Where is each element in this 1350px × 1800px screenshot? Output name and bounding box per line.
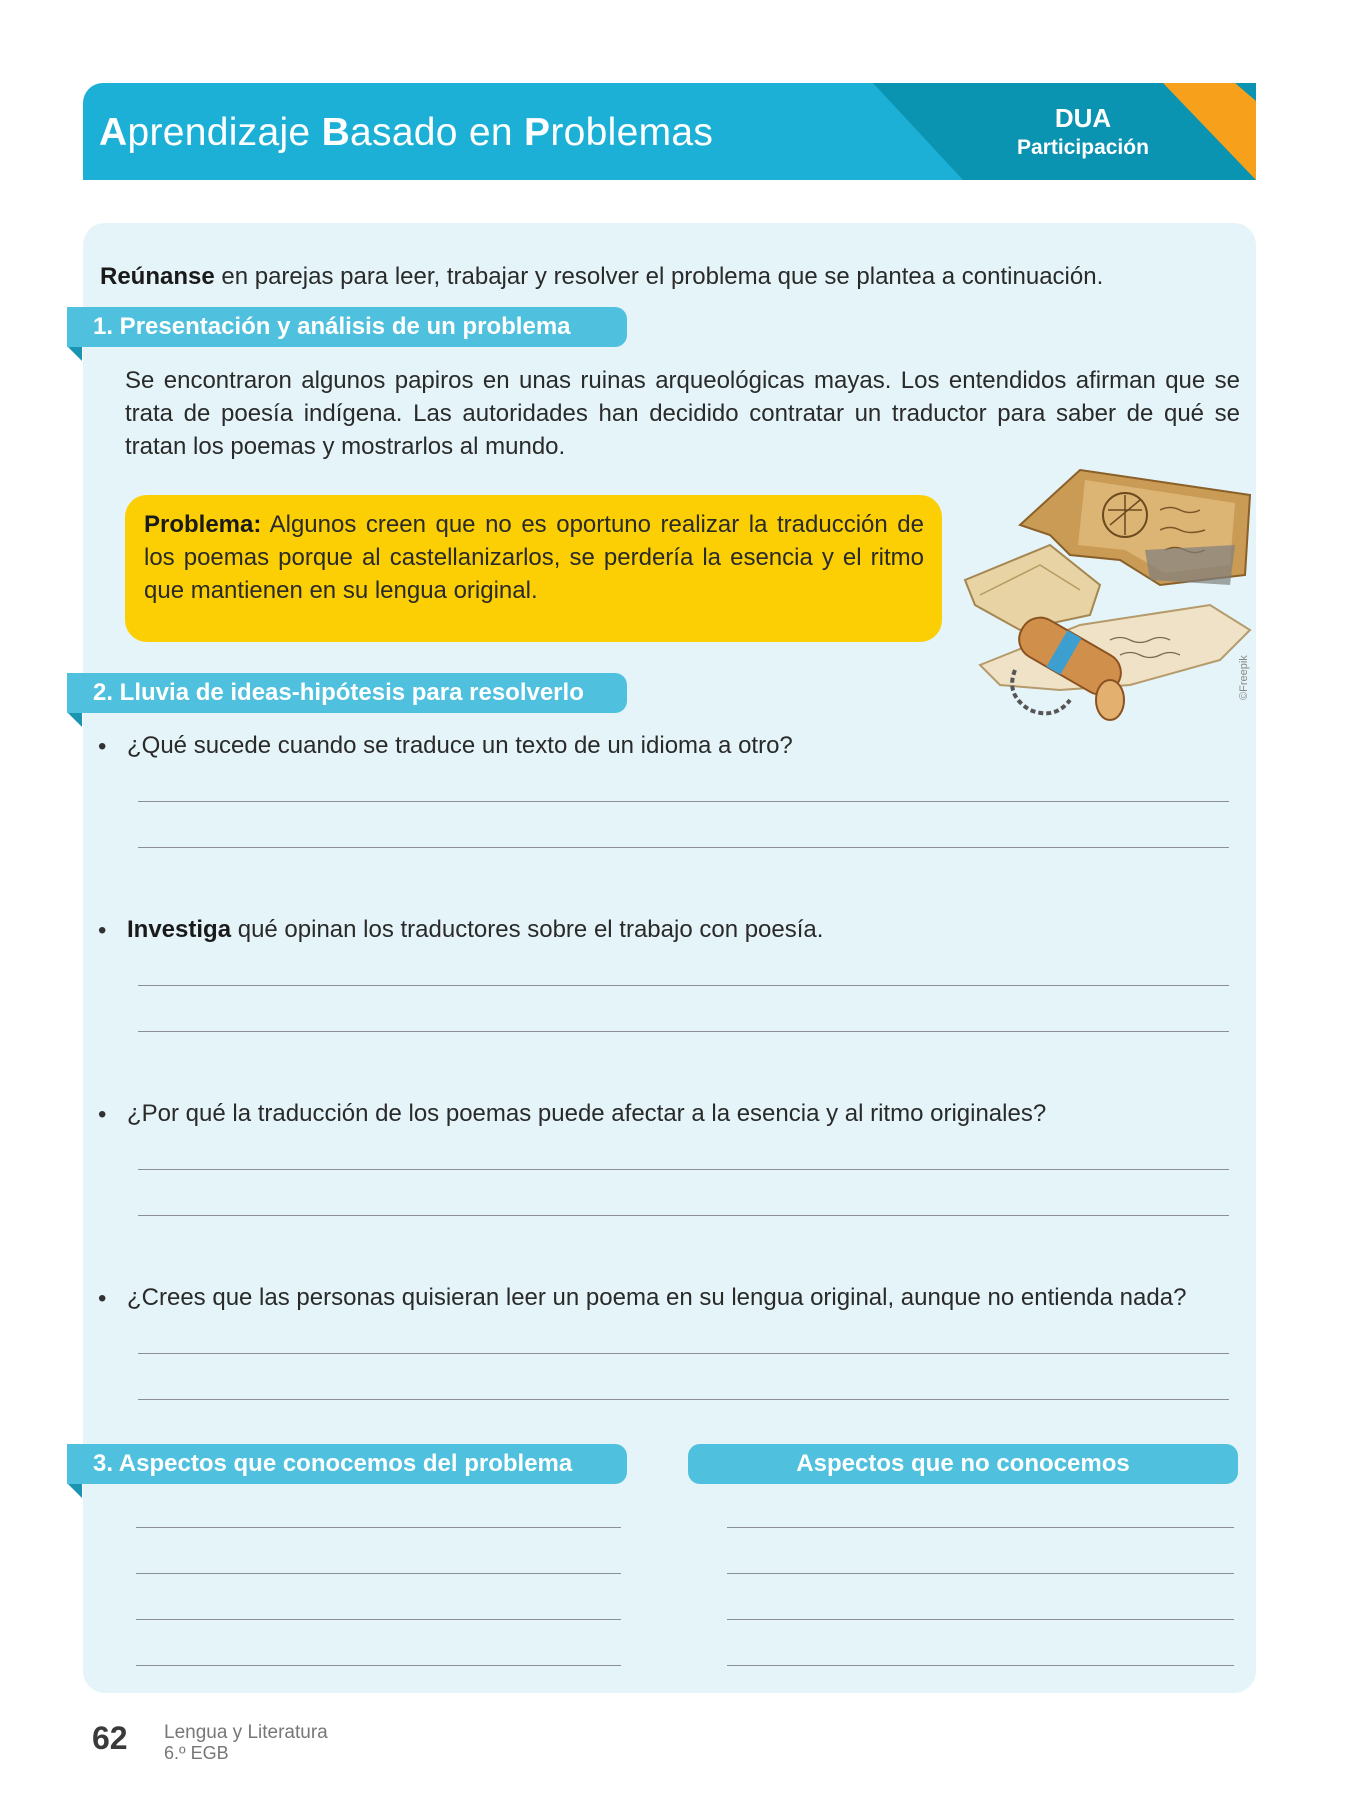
footer-subject: Lengua y Literatura	[164, 1722, 328, 1743]
answer-line[interactable]	[138, 1215, 1229, 1216]
title-initial: A	[99, 111, 128, 154]
known-line[interactable]	[136, 1573, 621, 1574]
known-line[interactable]	[136, 1619, 621, 1620]
answer-line[interactable]	[138, 1353, 1229, 1354]
bullet-marker: •	[98, 733, 107, 760]
known-line[interactable]	[136, 1527, 621, 1528]
page-title	[99, 111, 713, 155]
question-text: ¿Qué sucede cuando se traduce un texto de un idioma a otro?	[127, 732, 793, 759]
answer-line[interactable]	[138, 1399, 1229, 1400]
question-text: ¿Crees que las personas quisieran leer un poema en su lengua original, aunque no entienda nada?	[127, 1284, 1187, 1311]
answer-line[interactable]	[138, 847, 1229, 848]
unknown-line[interactable]	[727, 1619, 1234, 1620]
section3-heading-unknown: Aspectos que no conocemos	[688, 1444, 1238, 1484]
answer-line[interactable]	[138, 1031, 1229, 1032]
page-number: 62	[92, 1720, 128, 1756]
title-part: prendizaje	[127, 111, 322, 154]
image-credit: ©Freepik	[1238, 655, 1250, 700]
section1-heading: 1. Presentación y análisis de un problema	[67, 307, 627, 347]
intro-bold: Reúnanse	[100, 263, 215, 290]
bullet-marker: •	[98, 1285, 107, 1312]
question-4	[127, 1281, 1227, 1314]
problem-text	[144, 508, 924, 607]
unknown-line[interactable]	[727, 1527, 1234, 1528]
section1-tab	[67, 346, 82, 361]
question-bold: Investiga	[127, 916, 232, 943]
title-initial: P	[524, 111, 551, 154]
problem-body: Algunos creen que no es oportuno realizar la traducción de los poemas porque al castellanizarlos, se perdería la esencia y el ritmo que mantienen en su lengua original.	[144, 511, 924, 604]
section1-paragraph: Se encontraron algunos papiros en unas ruinas arqueológicas mayas. Los entendidos afirman que se trata de poesía indígena. Las autoridades han decidido contratar un traductor para saber de qué se tratan los poemas y mostrarlos al mundo.	[125, 367, 1240, 460]
title-part: roblemas	[550, 111, 714, 154]
question-text: qué opinan los traductores sobre el trabajo con poesía.	[231, 916, 824, 943]
question-3	[127, 1097, 1227, 1130]
section3-tab	[67, 1483, 82, 1498]
unknown-line[interactable]	[727, 1573, 1234, 1574]
answer-line[interactable]	[138, 1169, 1229, 1170]
section2-tab	[67, 712, 82, 727]
intro-text: en parejas para leer, trabajar y resolver el problema que se plantea a continuación.	[214, 263, 1104, 290]
papyrus-illustration	[960, 455, 1255, 730]
intro-instruction	[100, 260, 1200, 293]
section3-heading-known: 3. Aspectos que conocemos del problema	[67, 1444, 627, 1484]
question-1	[127, 729, 1227, 762]
answer-line[interactable]	[138, 985, 1229, 986]
question-text: ¿Por qué la traducción de los poemas puede afectar a la esencia y al ritmo originales?	[127, 1100, 1047, 1127]
known-line[interactable]	[136, 1665, 621, 1666]
title-part: asado en	[350, 111, 525, 154]
unknown-line[interactable]	[727, 1665, 1234, 1666]
dua-badge-subtitle: Participación	[1017, 136, 1149, 159]
bullet-marker: •	[98, 1101, 107, 1128]
header-banner	[83, 83, 1256, 180]
footer-grade: 6.º EGB	[164, 1743, 229, 1763]
question-2	[127, 913, 1227, 946]
answer-line[interactable]	[138, 801, 1229, 802]
dua-badge-title: DUA	[1054, 103, 1112, 133]
problem-label: Problema:	[144, 511, 262, 538]
title-initial: B	[321, 111, 351, 154]
bullet-marker: •	[98, 917, 107, 944]
section2-heading: 2. Lluvia de ideas-hipótesis para resolverlo	[67, 673, 627, 713]
